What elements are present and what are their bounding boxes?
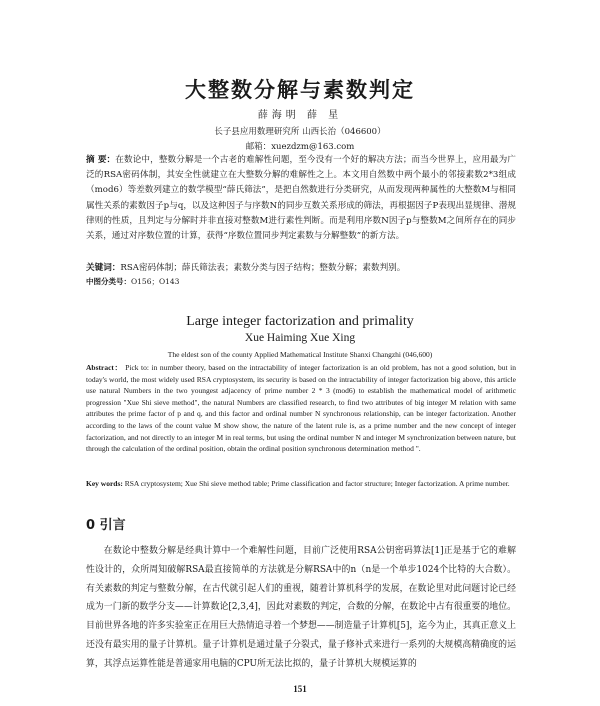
english-title: Large integer factorization and primality: [186, 314, 414, 329]
chinese-title: 大整数分解与素数判定: [185, 78, 415, 102]
chinese-email-line: [0, 140, 600, 152]
chinese-authors: 薛海明 薛 星: [257, 110, 343, 121]
english-keywords-label: Key words:: [86, 479, 123, 488]
english-authors: Xue Haiming Xue Xing: [244, 332, 356, 344]
chinese-abstract-text: 在数论中，整数分解是一个古老的难解性问题，至今没有一个好的解决方法；而当今世界上，应用最为广泛的RSA密码体制，其安全性就建立在大整数分解的难解性之上。本文用自然数中两个最小的邻接素数2*3组成（mod6）等差数列建立的数学模型“薛氏筛法”，是把自然数进行分类研究，从而发现两种属性的大整数M与相同属性关系的素数因子p与q，以及这种因子与序数N的同步互数关系形成的筛法，再根据因子P表现出显规律、潜规律则的性质，且判定与分解时并非直接对整数M进行素性判断。而是利用序数N因子p与整数M之间所存在的同步关系，通过对序数位置的计算，获得“序数位置同步判定素数与分解整数”的新方法。: [86, 155, 516, 242]
english-abstract-text: Pick to: in number theory, based on the intractability of integer factorization is an old problem, has not a good solution, but in today's world, the most widely used RSA cryptosystem, its security is based on the intractability of integer factorization big above, this article use natural Numbers in the two youngest adjacency of prime number 2 * 3 (mod6) to establish the mathematical model of arithmetic progression "Xue Shi sieve method", the natural Numbers are classified research, to find two attributes of big integer M relation with same attributes the prime factor of p and q, and this factor and ordinal number N synchronous relationship, can be integer factorization. Another according to the laws of the count value M show show, the nature of the latent rule is, as a prime number and the new concept of integer factorization, and not directly to an integer M in real terms, but using the ordinal number N and integer M synchronization between nature, but through the calculation of the ordinal position, obtain the ordinal position synchronous determination method ".: [86, 363, 516, 454]
chinese-keywords-text: RSA密码体制；薛氏筛法表；素数分类与因子结构；整数分解；素数判别。: [120, 263, 406, 273]
section-heading: 0 引言: [86, 518, 126, 533]
english-abstract-label: Abstract：: [86, 363, 123, 372]
chinese-keywords-label: 关键词：: [86, 263, 121, 273]
classification-code: O156；O143: [131, 277, 180, 286]
english-keywords-text: RSA cryptosystem; Xue Shi sieve method table; Prime classification and factor structure; Integer factorization. A prime number.: [124, 479, 510, 488]
chinese-abstract-label: 摘 要：: [86, 155, 116, 165]
email-address[interactable]: xuezdzm@163.com: [271, 142, 355, 152]
email-label: 邮箱：: [245, 142, 272, 152]
chinese-keywords: [86, 262, 516, 274]
english-abstract: [86, 362, 516, 455]
page-number: 151: [293, 684, 307, 694]
chinese-affiliation: 长子县应用数理研究所 山西长治（046600）: [214, 127, 386, 137]
section-body-text: 在数论中整数分解是经典计算中一个难解性问题，目前广泛使用RSA公钥密码算法[1]正是基于它的难解性设计的，众所周知破解RSA最直接简单的方法就是分解RSA中的n（n是一个单步1024个比特的大合数）。有关素数的判定与整数分解，在古代就引起人们的重视，随着计算机科学的发展，在数论里对此问题讨论已经成为一门新的数学分支——计算数论[2,3,4]，因此对素数的判定，合数的分解，在数论中占有很重要的地位。目前世界各地的许多实验室正在用巨大热情追寻着一个梦想——制造量子计算机[5]，迄今为止，其真正意义上还没有最实用的量子计算机。量子计算机是通过量子分裂式，量子修补式来进行一系列的大规模高精确度的运算，其浮点运算性能是普通家用电脑的CPU所无法比拟的，量子计算机大规模运算的: [86, 546, 516, 669]
classification-number: [86, 276, 516, 288]
chinese-abstract: [86, 153, 516, 244]
english-keywords: [86, 478, 516, 490]
english-affiliation: The eldest son of the county Applied Mathematical Institute Shanxi Changzhi (046,600): [167, 350, 433, 359]
classification-label: 中图分类号：: [86, 277, 131, 286]
